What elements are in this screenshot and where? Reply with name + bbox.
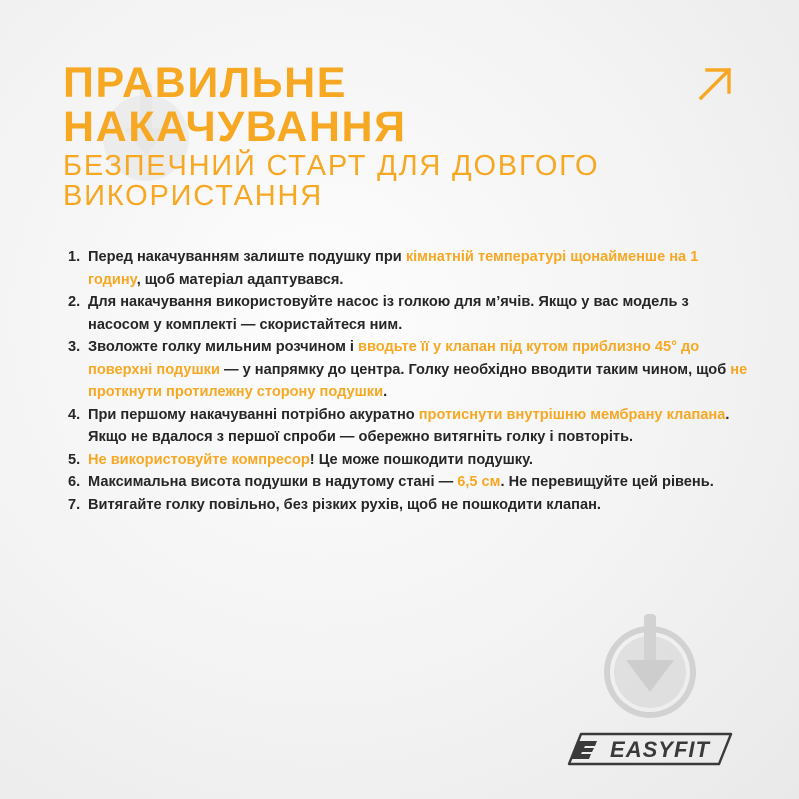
- instruction-item: [68, 404, 748, 449]
- instruction-item: [68, 336, 748, 404]
- instruction-number: 7.: [68, 496, 81, 513]
- instruction-number: 1.: [68, 249, 81, 265]
- instruction-number: 5.: [68, 451, 81, 468]
- download-arrow-watermark-icon: [604, 612, 696, 718]
- highlighted-text: кімнатній температурі щонайменше на 1 годину: [88, 249, 699, 288]
- instruction-item: [68, 471, 748, 494]
- page-title: [63, 61, 407, 149]
- highlighted-text: 6,5 см: [457, 474, 501, 490]
- subtitle-line: ВИКОРИСТАННЯ: [63, 180, 324, 212]
- title-line: НАКАЧУВАННЯ: [63, 103, 407, 151]
- highlighted-text: вводьте її у клапан під кутом приблизно 45° до поверхні подушки: [88, 339, 700, 378]
- instruction-number: 2.: [68, 294, 81, 310]
- title-line: ПРАВИЛЬНЕ: [63, 59, 348, 107]
- instruction-text: При першому накачуванні потрібно акуратно: [88, 406, 419, 423]
- instruction-item: [68, 494, 748, 517]
- instruction-text: . Не перевищуйте цей рівень.: [500, 474, 714, 490]
- instruction-number: 4.: [68, 406, 81, 423]
- easyfit-logo: [567, 732, 733, 766]
- highlighted-text: не проткнути протилежну сторону подушки: [88, 361, 748, 400]
- instruction-text: — у напрямку до центра. Голку необхідно вводити таким чином, щоб: [219, 361, 731, 378]
- instruction-number: 3.: [68, 339, 81, 355]
- instruction-number: 6.: [68, 474, 81, 490]
- instruction-item: [68, 246, 748, 291]
- instructions-list: [68, 246, 748, 516]
- instruction-item: [68, 449, 748, 472]
- subtitle-line: БЕЗПЕЧНИЙ СТАРТ ДЛЯ ДОВГОГО: [63, 150, 600, 182]
- instruction-text: Для накачування використовуйте насос із голкою для м’ячів. Якщо у вас модель з насосом у комплекті — скористайтеся ним.: [88, 294, 689, 333]
- highlighted-text: протиснути внутрішню мембрану клапана: [418, 406, 726, 423]
- instruction-text: Зволожте голку мильним розчином і: [88, 339, 359, 355]
- instruction-text: .: [383, 384, 388, 400]
- instruction-text: Витягайте голку повільно, без різких рухів, щоб не пошкодити клапан.: [88, 496, 601, 513]
- instruction-text: , щоб матеріал адаптувався.: [136, 271, 344, 288]
- arrow-up-right-icon: [695, 64, 735, 104]
- highlighted-text: Не використовуйте компресор: [88, 451, 310, 468]
- logo-text: EASYFIT: [610, 737, 710, 762]
- page-subtitle: [63, 151, 599, 211]
- instruction-text: . Якщо не вдалося з першої спроби — обережно витягніть голку і повторіть.: [88, 406, 730, 445]
- instruction-text: ! Це може пошкодити подушку.: [309, 451, 533, 468]
- instruction-text: Перед накачуванням залиште подушку при: [88, 249, 406, 265]
- instruction-text: Максимальна висота подушки в надутому стані —: [88, 474, 458, 490]
- instruction-item: [68, 291, 748, 336]
